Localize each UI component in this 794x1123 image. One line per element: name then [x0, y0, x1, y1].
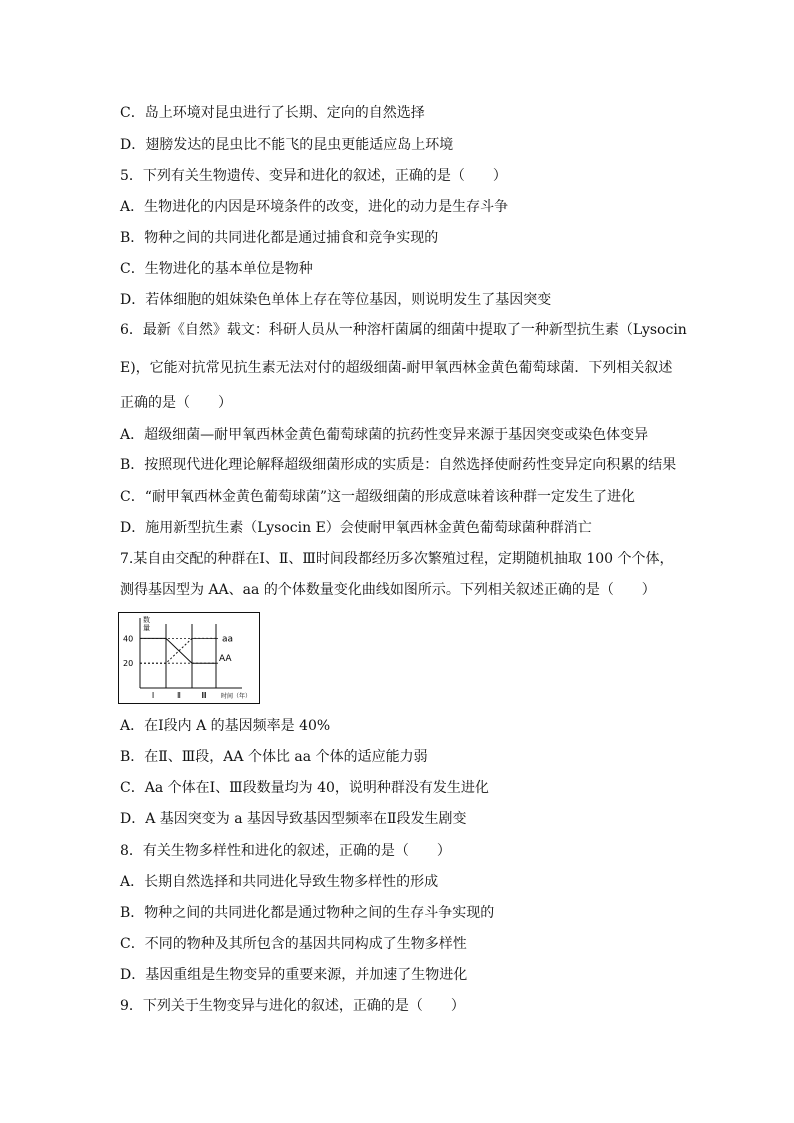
text-line-14: D．施用新型抗生素（Lysocin E）会使耐甲氧西林金黄色葡萄球菌种群消亡: [120, 520, 592, 536]
text-line-11: A．超级细菌—耐甲氧西林金黄色葡萄球菌的抗药性变异来源于基因突变或染色体变异: [120, 427, 649, 443]
text-line-12: B．按照现代进化理论解释超级细菌形成的实质是：自然选择使耐药性变异定向积累的结果: [120, 457, 677, 473]
x-period-label-3: Ⅲ: [201, 691, 207, 700]
text-line-15: 7.某自由交配的种群在Ⅰ、Ⅱ、Ⅲ时间段都经历多次繁殖过程，定期随机抽取 100 个个体，: [120, 551, 674, 567]
text-line-10: 正确的是（ ）: [120, 395, 232, 411]
text-line-1: C．岛上环境对昆虫进行了长期、定向的自然选择: [120, 105, 425, 121]
text-line-16: 测得基因型为 AA、aa 的个体数量变化曲线如图所示。下列相关叙述正确的是（ ）: [120, 582, 656, 598]
y-axis-label-part-1: 数: [143, 616, 150, 624]
text-line-26: 9．下列关于生物变异与进化的叙述，正确的是（ ）: [120, 998, 465, 1014]
text-line-23: B．物种之间的共同进化都是通过物种之间的生存斗争实现的: [120, 905, 495, 921]
text-line-9: E)，它能对抗常见抗生素无法对付的超级细菌-耐甲氧西林金黄色葡萄球菌．下列相关叙述: [120, 360, 673, 376]
text-line-6: C．生物进化的基本单位是物种: [120, 261, 313, 277]
y-axis-label-part-2: 量: [143, 624, 150, 632]
text-line-24: C．不同的物种及其所包含的基因共同构成了生物多样性: [120, 936, 467, 952]
text-line-4: A．生物进化的内因是环境条件的改变，进化的动力是生存斗争: [120, 199, 509, 215]
y-tick-label-20: 20: [123, 659, 134, 669]
text-line-2: D．翅膀发达的昆虫比不能飞的昆虫更能适应岛上环境: [120, 137, 454, 153]
genotype-chart: [118, 612, 260, 704]
text-line-13: C．“耐甲氧西林金黄色葡萄球菌”这一超级细菌的形成意味着该种群一定发生了进化: [120, 489, 636, 505]
text-line-7: D．若体细胞的姐妹染色单体上存在等位基因，则说明发生了基因突变: [120, 292, 552, 308]
text-line-22: A．长期自然选择和共同进化导致生物多样性的形成: [120, 874, 439, 890]
series-label-aa: AA: [219, 654, 232, 665]
x-period-label-1: Ⅰ: [151, 691, 155, 700]
text-line-8: 6．最新《自然》载文：科研人员从一种溶杆菌属的细菌中提取了一种新型抗生素（Lysocin: [120, 322, 687, 338]
text-line-20: D．A 基因突变为 a 基因导致基因型频率在Ⅱ段发生剧变: [120, 811, 467, 827]
text-line-3: 5．下列有关生物遗传、变异和进化的叙述，正确的是（ ）: [120, 168, 507, 184]
text-line-19: C．Aa 个体在Ⅰ、Ⅲ段数量均为 40，说明种群没有发生进化: [120, 780, 489, 796]
x-axis-label: 时间（年）: [221, 693, 252, 700]
text-line-5: B．物种之间的共同进化都是通过捕食和竞争实现的: [120, 230, 439, 246]
chart-svg: [118, 612, 260, 704]
y-tick-label-40: 40: [123, 634, 134, 644]
x-period-label-2: Ⅱ: [177, 691, 181, 700]
series-label-aa: aa: [222, 634, 234, 645]
text-line-17: A．在Ⅰ段内 A 的基因频率是 40%: [120, 718, 331, 734]
text-line-25: D．基因重组是生物变异的重要来源，并加速了生物进化: [120, 967, 468, 983]
text-line-18: B．在Ⅱ、Ⅲ段，AA 个体比 aa 个体的适应能力弱: [120, 749, 428, 765]
text-line-21: 8．有关生物多样性和进化的叙述，正确的是（ ）: [120, 843, 451, 859]
